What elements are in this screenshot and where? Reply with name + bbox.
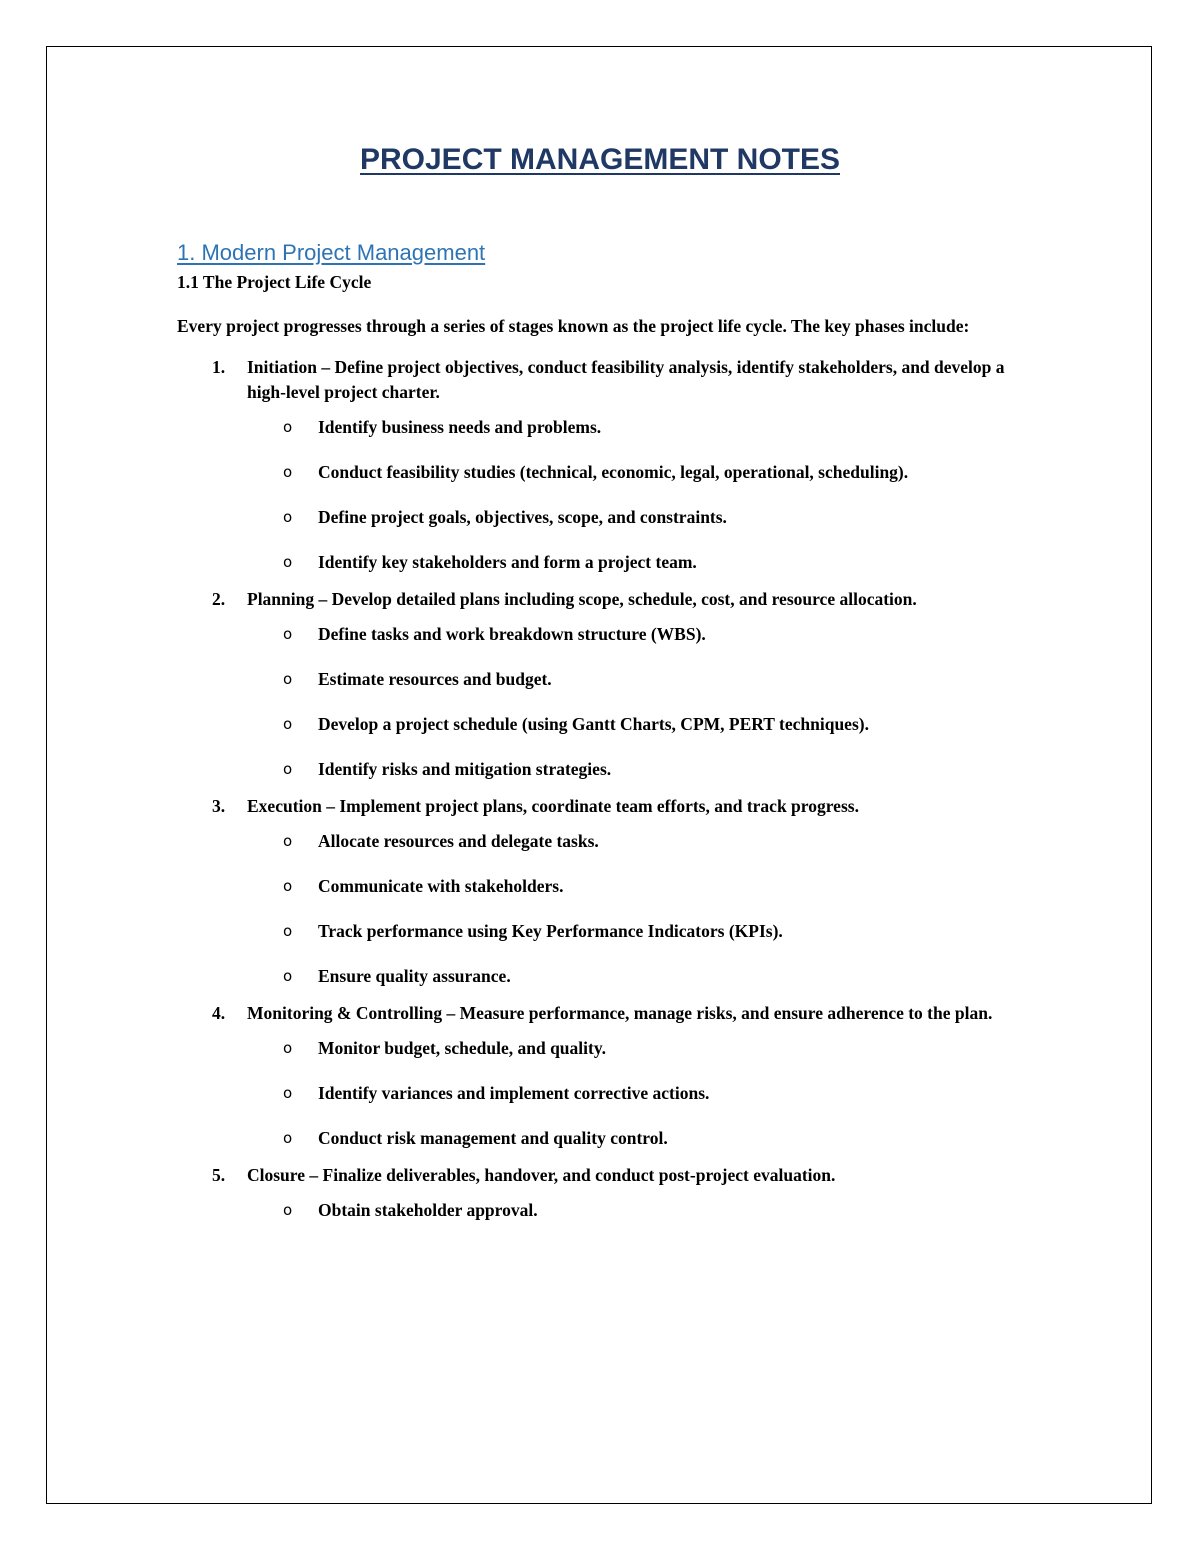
phase-text: Closure – Finalize deliverables, handover, and conduct post-project evaluation. [247,1165,836,1185]
phase-subitems [247,622,1037,782]
list-item-text: Identify risks and mitigation strategies. [318,759,612,779]
list-item [177,1081,1037,1106]
phase-text: Execution – Implement project plans, coordinate team efforts, and track progress. [247,796,859,816]
circle-bullet-icon: o [283,553,293,571]
phase-subitems [247,415,1037,575]
circle-bullet-icon: o [283,625,293,643]
phase-item [177,1001,1037,1151]
phase-item [177,794,1037,989]
circle-bullet-icon: o [283,508,293,526]
list-item [177,1198,1037,1223]
phase-list [177,355,1037,1223]
list-item-text: Identify key stakeholders and form a project team. [318,552,697,572]
list-item-text: Define project goals, objectives, scope, and constraints. [318,507,727,527]
circle-bullet-icon: o [283,1201,293,1219]
phase-number: 5. [212,1165,226,1185]
circle-bullet-icon: o [283,832,293,850]
phase-subitems [247,1198,1037,1223]
list-item [177,757,1037,782]
list-item [177,622,1037,647]
list-item [177,460,1037,485]
circle-bullet-icon: o [283,670,293,688]
list-item-text: Communicate with stakeholders. [318,876,564,896]
phase-item [177,587,1037,782]
list-item-text: Define tasks and work breakdown structure (WBS). [318,624,706,644]
circle-bullet-icon: o [283,1129,293,1147]
circle-bullet-icon: o [283,463,293,481]
phase-number: 1. [212,357,226,377]
intro-paragraph: Every project progresses through a series of stages known as the project life cycle. The key phases include: [177,316,970,336]
list-item [177,919,1037,944]
phase-number: 2. [212,589,226,609]
circle-bullet-icon: o [283,922,293,940]
phase-text: Monitoring & Controlling – Measure performance, manage risks, and ensure adherence to the plan. [247,1003,993,1023]
circle-bullet-icon: o [283,760,293,778]
list-item-text: Develop a project schedule (using Gantt Charts, CPM, PERT techniques). [318,714,869,734]
list-item-text: Obtain stakeholder approval. [318,1200,538,1220]
circle-bullet-icon: o [283,715,293,733]
phase-number: 4. [212,1003,226,1023]
list-item [177,505,1037,530]
list-item-text: Identify variances and implement corrective actions. [318,1083,710,1103]
list-item [177,550,1037,575]
phase-subitems [247,1036,1037,1151]
phase-number: 3. [212,796,226,816]
subheading: 1.1 The Project Life Cycle [177,272,372,292]
document-title: PROJECT MANAGEMENT NOTES [359,143,841,176]
list-item [177,712,1037,737]
list-item [177,964,1037,989]
phase-text: Initiation – Define project objectives, conduct feasibility analysis, identify stakeholders, and develop a high-level project charter. [247,357,1005,402]
circle-bullet-icon: o [283,1039,293,1057]
phase-text: Planning – Develop detailed plans including scope, schedule, cost, and resource allocation. [247,589,917,609]
list-item [177,1126,1037,1151]
list-item-text: Ensure quality assurance. [318,966,511,986]
list-item-text: Conduct feasibility studies (technical, economic, legal, operational, scheduling). [318,462,909,482]
list-item-text: Identify business needs and problems. [318,417,602,437]
phase-item [177,355,1037,575]
list-item [177,415,1037,440]
circle-bullet-icon: o [283,1084,293,1102]
circle-bullet-icon: o [283,967,293,985]
phase-subitems [247,829,1037,989]
phase-item [177,1163,1037,1223]
circle-bullet-icon: o [283,418,293,436]
list-item-text: Estimate resources and budget. [318,669,552,689]
section-heading: 1. Modern Project Management [177,240,486,265]
list-item-text: Monitor budget, schedule, and quality. [318,1038,606,1058]
list-item [177,1036,1037,1061]
circle-bullet-icon: o [283,877,293,895]
list-item [177,874,1037,899]
list-item-text: Allocate resources and delegate tasks. [318,831,599,851]
list-item [177,829,1037,854]
list-item [177,667,1037,692]
document-body [177,238,1037,1235]
list-item-text: Track performance using Key Performance Indicators (KPIs). [318,921,783,941]
list-item-text: Conduct risk management and quality control. [318,1128,668,1148]
